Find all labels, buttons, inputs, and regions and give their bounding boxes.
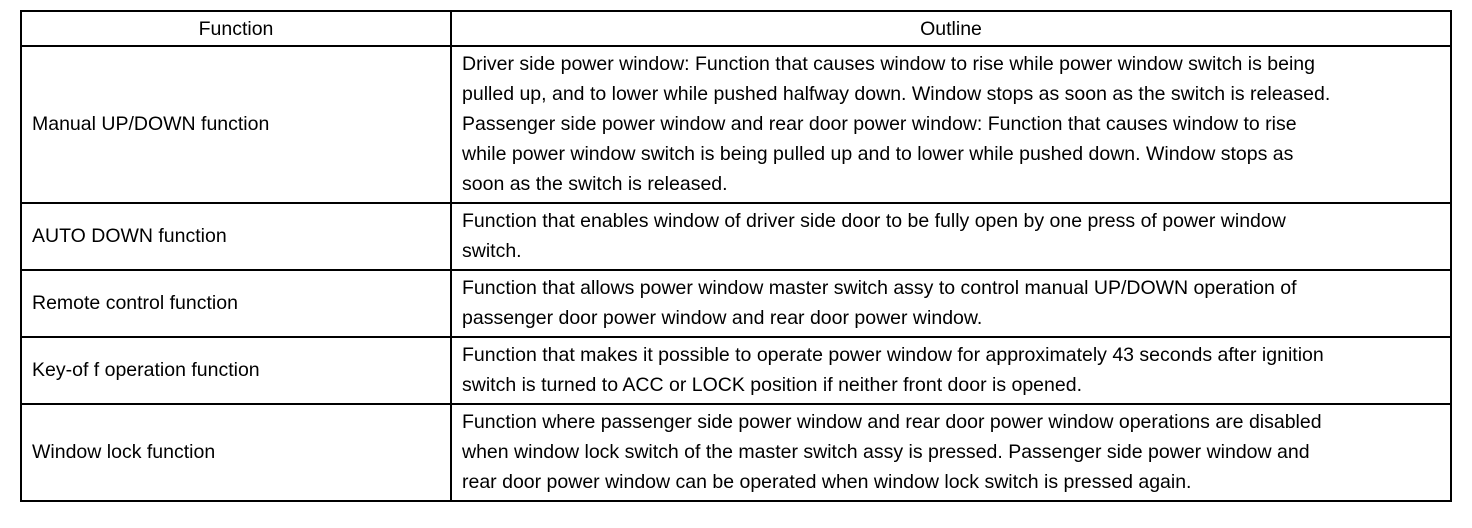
- outline-line: Function that allows power window master switch assy to control manual UP/DOWN operation of: [462, 277, 1297, 299]
- table-row: [21, 270, 1451, 337]
- outline-line: passenger door power window and rear door power window.: [462, 307, 983, 329]
- outline-line: switch.: [462, 240, 522, 262]
- outline-cell-auto-down: [451, 203, 1451, 270]
- outline-cell-remote-control: [451, 270, 1451, 337]
- outline-cell-key-off-operation: [451, 337, 1451, 404]
- function-cell-remote-control: Remote control function: [21, 270, 451, 337]
- outline-line: when window lock switch of the master switch assy is pressed. Passenger side power window and: [462, 441, 1310, 463]
- header-outline: Outline: [451, 11, 1451, 46]
- header-row: [21, 11, 1451, 46]
- outline-cell-window-lock: [451, 404, 1451, 501]
- outline-line: soon as the switch is released.: [462, 173, 728, 195]
- outline-line: Function that enables window of driver side door to be fully open by one press of power window: [462, 210, 1286, 232]
- outline-line: Driver side power window: Function that causes window to rise while power window switch is being: [462, 53, 1315, 75]
- outline-line: Function where passenger side power window and rear door power window operations are disabled: [462, 411, 1322, 433]
- outline-line: while power window switch is being pulled up and to lower while pushed down. Window stops as: [462, 143, 1294, 165]
- outline-line: Passenger side power window and rear door power window: Function that causes window to rise: [462, 113, 1297, 135]
- header-function: Function: [21, 11, 451, 46]
- table-row: [21, 203, 1451, 270]
- outline-line: rear door power window can be operated when window lock switch is pressed again.: [462, 471, 1192, 493]
- outline-line: Function that makes it possible to operate power window for approximately 43 seconds after ignition: [462, 344, 1324, 366]
- outline-line: switch is turned to ACC or LOCK position if neither front door is opened.: [462, 374, 1082, 396]
- outline-line: pulled up, and to lower while pushed halfway down. Window stops as soon as the switch is released.: [462, 83, 1331, 105]
- function-cell-auto-down: AUTO DOWN function: [21, 203, 451, 270]
- function-cell-key-off-operation: Key-of f operation function: [21, 337, 451, 404]
- outline-cell-manual-up-down: [451, 46, 1451, 203]
- table-row: [21, 337, 1451, 404]
- table-row: [21, 404, 1451, 501]
- table-row: [21, 46, 1451, 203]
- function-cell-window-lock: Window lock function: [21, 404, 451, 501]
- function-cell-manual-up-down: Manual UP/DOWN function: [21, 46, 451, 203]
- function-outline-table: [20, 10, 1452, 502]
